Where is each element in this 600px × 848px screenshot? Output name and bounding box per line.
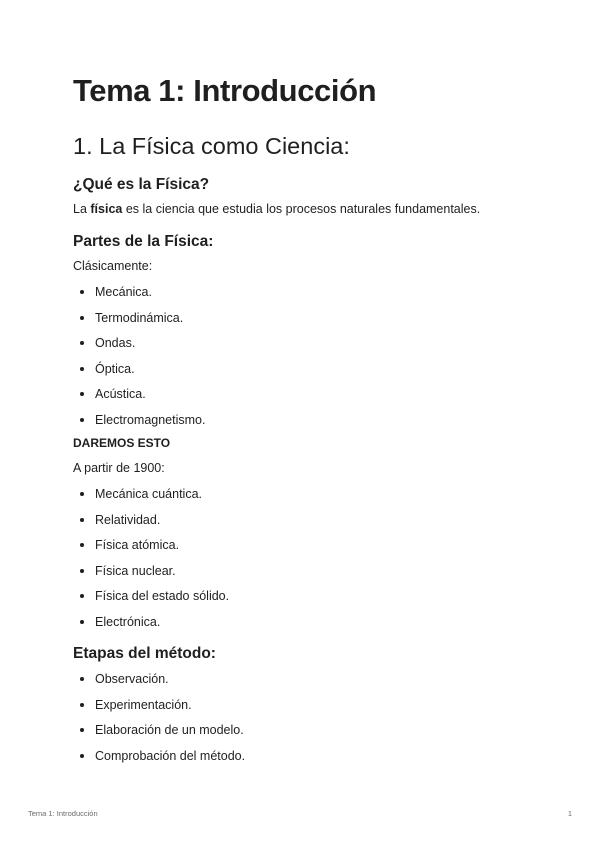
bullet-icon — [80, 703, 84, 707]
list-item — [73, 537, 229, 563]
list-item-text: Óptica. — [95, 361, 135, 376]
what-is-heading: ¿Qué es la Física? — [73, 176, 210, 193]
definition-text-before: La — [73, 202, 91, 216]
list-item — [73, 486, 229, 512]
page-number: 1 — [567, 809, 572, 818]
list-item-text: Ondas. — [95, 336, 136, 350]
bullet-icon — [80, 316, 84, 320]
bullet-icon — [80, 728, 84, 732]
list-item — [73, 386, 205, 412]
modern-label: A partir de 1900: — [73, 461, 165, 475]
method-heading: Etapas del método: — [73, 645, 216, 662]
list-item-text: Física nuclear. — [95, 563, 176, 578]
list-item — [73, 335, 205, 361]
list-item-text: Física atómica. — [95, 538, 180, 552]
list-item-text: Relatividad. — [95, 512, 161, 527]
list-item — [73, 412, 205, 438]
bullet-icon — [80, 620, 84, 624]
list-item — [73, 310, 205, 336]
definition-bold-term: física — [90, 202, 123, 216]
list-item — [73, 671, 245, 697]
list-item-text: Elaboración de un modelo. — [95, 723, 244, 737]
bullet-icon — [80, 677, 84, 681]
bullet-icon — [80, 418, 84, 422]
list-item — [73, 361, 205, 387]
definition-text-after: es la ciencia que estudia los procesos naturales fundamentales. — [122, 202, 481, 216]
bullet-icon — [80, 754, 84, 758]
list-item-text: Acústica. — [95, 387, 146, 401]
bullet-icon — [80, 543, 84, 547]
section-heading: 1. La Física como Ciencia: — [73, 133, 350, 159]
list-item-text: Mecánica cuántica. — [95, 487, 203, 501]
list-item — [73, 748, 245, 774]
list-item-text: Física del estado sólido. — [95, 589, 230, 603]
list-item-text: Electrónica. — [95, 614, 161, 629]
list-item — [73, 588, 229, 614]
note-label: DAREMOS ESTO — [73, 436, 171, 450]
list-item — [73, 284, 205, 310]
list-item — [73, 697, 245, 723]
classical-list — [73, 284, 205, 437]
bullet-icon — [80, 367, 84, 371]
list-item-text: Experimentación. — [95, 697, 192, 712]
footer-title: Tema 1: Introducción — [28, 809, 98, 818]
classical-label: Clásicamente: — [73, 259, 153, 273]
page-title: Tema 1: Introducción — [73, 73, 377, 108]
list-item-text: Observación. — [95, 672, 169, 686]
list-item — [73, 512, 229, 538]
list-item-text: Comprobación del método. — [95, 748, 246, 763]
bullet-icon — [80, 569, 84, 573]
definition-paragraph — [73, 201, 480, 217]
list-item — [73, 614, 229, 640]
bullet-icon — [80, 392, 84, 396]
bullet-icon — [80, 518, 84, 522]
bullet-icon — [80, 290, 84, 294]
method-list — [73, 671, 245, 773]
modern-list — [73, 486, 229, 639]
parts-heading: Partes de la Física: — [73, 233, 214, 250]
list-item-text: Electromagnetismo. — [95, 412, 206, 427]
list-item-text: Mecánica. — [95, 285, 152, 299]
list-item-text: Termodinámica. — [95, 310, 184, 325]
bullet-icon — [80, 594, 84, 598]
bullet-icon — [80, 341, 84, 345]
list-item — [73, 722, 245, 748]
list-item — [73, 563, 229, 589]
bullet-icon — [80, 492, 84, 496]
